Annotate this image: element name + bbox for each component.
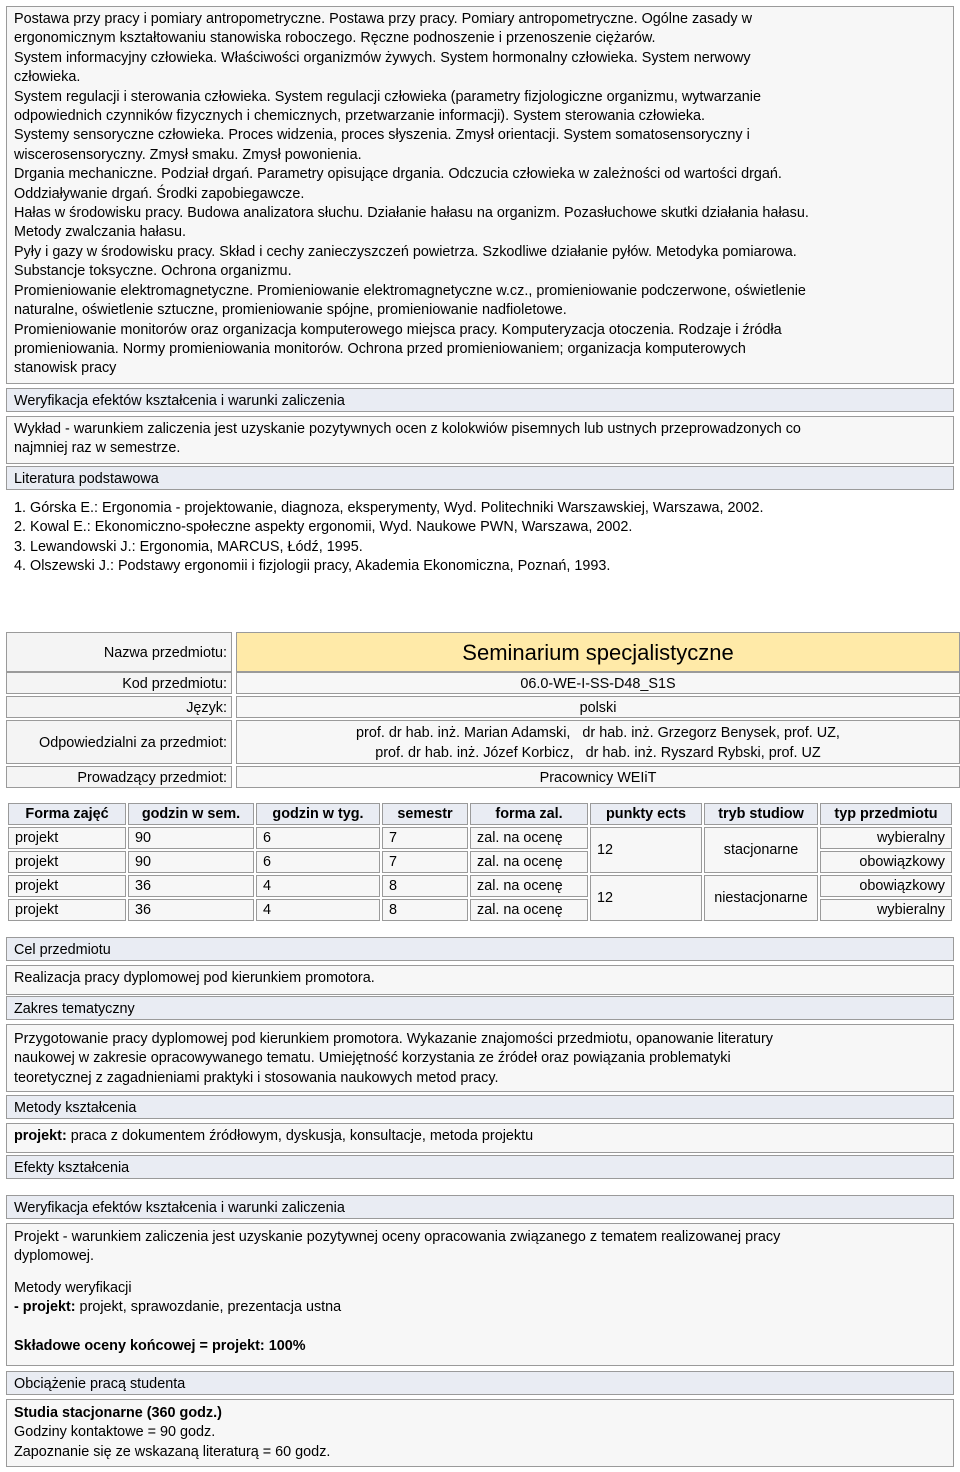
- text-line: Godziny kontaktowe = 90 godz.: [14, 1424, 216, 1441]
- topic-content-box: [6, 6, 954, 384]
- cell-ects: 12: [590, 827, 702, 873]
- text-line: człowieka.: [14, 69, 81, 86]
- methods-box: [6, 1123, 954, 1153]
- literature-item: 2. Kowal E.: Ekonomiczno-społeczne aspekty ergonomii, Wyd. Naukowe PWN, Warszawa, 2002.: [14, 519, 633, 536]
- cell-tryb: stacjonarne: [704, 827, 818, 873]
- section-header-workload: [6, 1371, 954, 1395]
- table-row: [8, 827, 952, 849]
- cell-sem: 90: [128, 827, 254, 849]
- text-line: naukowej w zakresie opracowywanego tematu. Umiejętność korzystania ze źródeł oraz powiązania problematyki: [14, 1050, 731, 1067]
- section-header-effects: [6, 1155, 954, 1179]
- text-line: Systemy sensoryczne człowieka. Proces widzenia, proces słyszenia. Zmysł orientacji. System somatosensoryczny i: [14, 127, 750, 144]
- cell-semestr: 7: [382, 851, 468, 873]
- workload-title: Studia stacjonarne (360 godz.): [14, 1405, 222, 1421]
- col-header: tryb studiow: [704, 803, 818, 825]
- cell-typ: wybieralny: [820, 899, 952, 921]
- text-line: stanowisk pracy: [14, 360, 117, 377]
- course-code: 06.0-WE-I-SS-D48_S1S: [236, 672, 960, 694]
- section-header-label: Metody kształcenia: [14, 1100, 137, 1116]
- cell-typ: wybieralny: [820, 827, 952, 849]
- course-resp: [236, 720, 960, 764]
- col-header: godzin w sem.: [128, 803, 254, 825]
- verification-methods-text: projekt, sprawozdanie, prezentacja ustna: [75, 1299, 342, 1316]
- verification-methods-bold: - projekt:: [14, 1299, 76, 1316]
- grade-components: Składowe oceny końcowej = projekt: 100%: [14, 1337, 306, 1354]
- text-line: Substancje toksyczne. Ochrona organizmu.: [14, 263, 292, 280]
- text-line: dyplomowej.: [14, 1248, 94, 1265]
- course-resp-label: Odpowiedzialni za przedmiot:: [6, 720, 232, 764]
- section-header-verification-2: [6, 1195, 954, 1219]
- section-header-goal: [6, 937, 954, 961]
- section-header-label: Literatura podstawowa: [14, 471, 159, 487]
- cell-tyg: 6: [256, 827, 380, 849]
- resp-line: prof. dr hab. inż. Marian Adamski, dr hab. inż. Grzegorz Benysek, prof. UZ,: [356, 725, 840, 741]
- literature-list: [14, 499, 944, 577]
- literature-item: 4. Olszewski J.: Podstawy ergonomii i fizjologii pracy, Akademia Ekonomiczna, Poznań, 1993.: [14, 558, 611, 575]
- text-line: Wykład - warunkiem zaliczenia jest uzyskanie pozytywnych ocen z kolokwiów pisemnych lub ustnych przeprowadzonych co: [14, 421, 801, 437]
- course-lang-label: Język:: [6, 696, 232, 718]
- text-line: Hałas w środowisku pracy. Budowa analizatora słuchu. Działanie hałasu na organizm. Pozasłuchowe skutki działania hałasu.: [14, 205, 809, 222]
- text-line: Oddziaływanie drgań. Środki zapobiegawcze.: [14, 185, 305, 202]
- cell-tyg: 4: [256, 899, 380, 921]
- section-header-methods: [6, 1095, 954, 1119]
- verification-methods-title: Metody weryfikacji: [14, 1279, 132, 1296]
- text-line: System regulacji i sterowania człowieka. System regulacji człowieka (parametry fizjologiczne organizmu, wytwarzanie: [14, 88, 761, 105]
- text-line: Postawa przy pracy i pomiary antropometryczne. Postawa przy pracy. Pomiary antropometryczne. Ogólne zasady w: [14, 11, 752, 27]
- section-header-scope: [6, 996, 954, 1020]
- verification-2-box: [6, 1223, 954, 1366]
- methods-text: praca z dokumentem źródłowym, dyskusja, konsultacje, metoda projektu: [66, 1128, 534, 1144]
- section-header-literature: [6, 466, 954, 490]
- cell-sem: 36: [128, 875, 254, 897]
- table-row: [8, 875, 952, 897]
- cell-semestr: 8: [382, 875, 468, 897]
- schedule-header-row: [8, 803, 952, 825]
- text-line: wiscerosensoryczny. Zmysł smaku. Zmysł powonienia.: [14, 146, 362, 163]
- text-line: Promieniowanie elektromagnetyczne. Promieniowanie elektromagnetyczne w.cz., promieniowanie podczerwone, oświetlenie: [14, 282, 806, 299]
- col-header: punkty ects: [590, 803, 702, 825]
- text-line: Zapoznanie się ze wskazaną literaturą = 60 godz.: [14, 1443, 331, 1460]
- schedule-table: [6, 801, 954, 923]
- text-line: Pyły i gazy w środowisku pracy. Skład i cechy zanieczyszczeń powietrza. Szkodliwe działanie pyłów. Metodyka pomiarowa.: [14, 243, 797, 260]
- text-line: ergonomicznym kształtowaniu stanowiska roboczego. Ręczne podnoszenie i przenoszenie ciężarów.: [14, 30, 656, 47]
- literature-item: 3. Lewandowski J.: Ergonomia, MARCUS, Łódź, 1995.: [14, 538, 363, 555]
- cell-forma: projekt: [8, 827, 126, 849]
- resp-line: prof. dr hab. inż. Józef Korbicz, dr hab. inż. Ryszard Rybski, prof. UZ: [375, 745, 821, 761]
- cell-zal: zal. na ocenę: [470, 899, 588, 921]
- topic-content-text: [7, 7, 953, 379]
- cell-zal: zal. na ocenę: [470, 827, 588, 849]
- cell-tyg: 6: [256, 851, 380, 873]
- cell-zal: zal. na ocenę: [470, 875, 588, 897]
- text-line: najmniej raz w semestrze.: [14, 440, 181, 457]
- col-header: godzin w tyg.: [256, 803, 380, 825]
- section-header-label: Cel przedmiotu: [14, 942, 111, 958]
- scope-box: [6, 1024, 954, 1092]
- col-header: semestr: [382, 803, 468, 825]
- cell-sem: 36: [128, 899, 254, 921]
- course-lang: polski: [236, 696, 960, 718]
- text-line: System informacyjny człowieka. Właściwości organizmów żywych. System hormonalny człowieka. System nerwowy: [14, 49, 751, 66]
- section-header-label: Zakres tematyczny: [14, 1001, 135, 1017]
- col-header: typ przedmiotu: [820, 803, 952, 825]
- text-line: Drgania mechaniczne. Podział drgań. Parametry opisujące drgania. Odczucia człowieka w zależności od wartości drgań.: [14, 166, 782, 183]
- section-header-verification: [6, 388, 954, 412]
- text-line: odpowiednich czynników fizycznych i chemicznych, przetwarzanie informacji). System sterowania człowieka.: [14, 108, 706, 125]
- text-line: naturalne, oświetlenie sztuczne, promieniowanie spójne, promieniowanie nadfioletowe.: [14, 302, 567, 319]
- methods-bold-label: projekt:: [14, 1128, 67, 1144]
- cell-zal: zal. na ocenę: [470, 851, 588, 873]
- section-header-label: Obciążenie pracą studenta: [14, 1376, 186, 1392]
- cell-tyg: 4: [256, 875, 380, 897]
- text-line: Przygotowanie pracy dyplomowej pod kierunkiem promotora. Wykazanie znajomości przedmiotu, opanowanie literatury: [14, 1031, 773, 1047]
- text-line: Metody zwalczania hałasu.: [14, 224, 186, 241]
- cell-tryb: niestacjonarne: [704, 875, 818, 921]
- cell-semestr: 8: [382, 899, 468, 921]
- cell-forma: projekt: [8, 875, 126, 897]
- goal-box: [6, 965, 954, 995]
- cell-forma: projekt: [8, 899, 126, 921]
- course-name-label: Nazwa przedmiotu:: [6, 632, 232, 672]
- col-header: forma zal.: [470, 803, 588, 825]
- text-line: teoretycznej z zagadnieniami praktyki i stosowania naukowych metod pracy.: [14, 1069, 499, 1086]
- course-lead: Pracownicy WEIiT: [236, 766, 960, 788]
- col-header: Forma zajęć: [8, 803, 126, 825]
- text-line: promieniowania. Normy promieniowania monitorów. Ochrona przed promieniowaniem; organizacja komputerowych: [14, 340, 746, 357]
- cell-sem: 90: [128, 851, 254, 873]
- cell-ects: 12: [590, 875, 702, 921]
- course-lead-label: Prowadzący przedmiot:: [6, 766, 232, 788]
- text-line: Projekt - warunkiem zaliczenia jest uzyskanie pozytywnej oceny opracowania związanego z tematem realizowanej pracy: [14, 1229, 781, 1245]
- cell-semestr: 7: [382, 827, 468, 849]
- verification-box: [6, 416, 954, 464]
- section-header-label: Efekty kształcenia: [14, 1160, 130, 1176]
- workload-box: [6, 1399, 954, 1467]
- text-line: Realizacja pracy dyplomowej pod kierunkiem promotora.: [14, 970, 375, 986]
- literature-item: 1. Górska E.: Ergonomia - projektowanie, diagnoza, eksperymenty, Wyd. Politechniki Warszawskiej, Warszawa, 2002.: [14, 500, 764, 516]
- cell-typ: obowiązkowy: [820, 851, 952, 873]
- course-code-label: Kod przedmiotu:: [6, 672, 232, 694]
- section-header-label: Weryfikacja efektów kształcenia i warunki zaliczenia: [14, 1200, 345, 1216]
- cell-typ: obowiązkowy: [820, 875, 952, 897]
- course-name: Seminarium specjalistyczne: [236, 632, 960, 672]
- cell-forma: projekt: [8, 851, 126, 873]
- text-line: Promieniowanie monitorów oraz organizacja komputerowego miejsca pracy. Komputeryzacja otoczenia. Rodzaje i źródła: [14, 321, 782, 338]
- section-header-label: Weryfikacja efektów kształcenia i warunki zaliczenia: [14, 393, 345, 409]
